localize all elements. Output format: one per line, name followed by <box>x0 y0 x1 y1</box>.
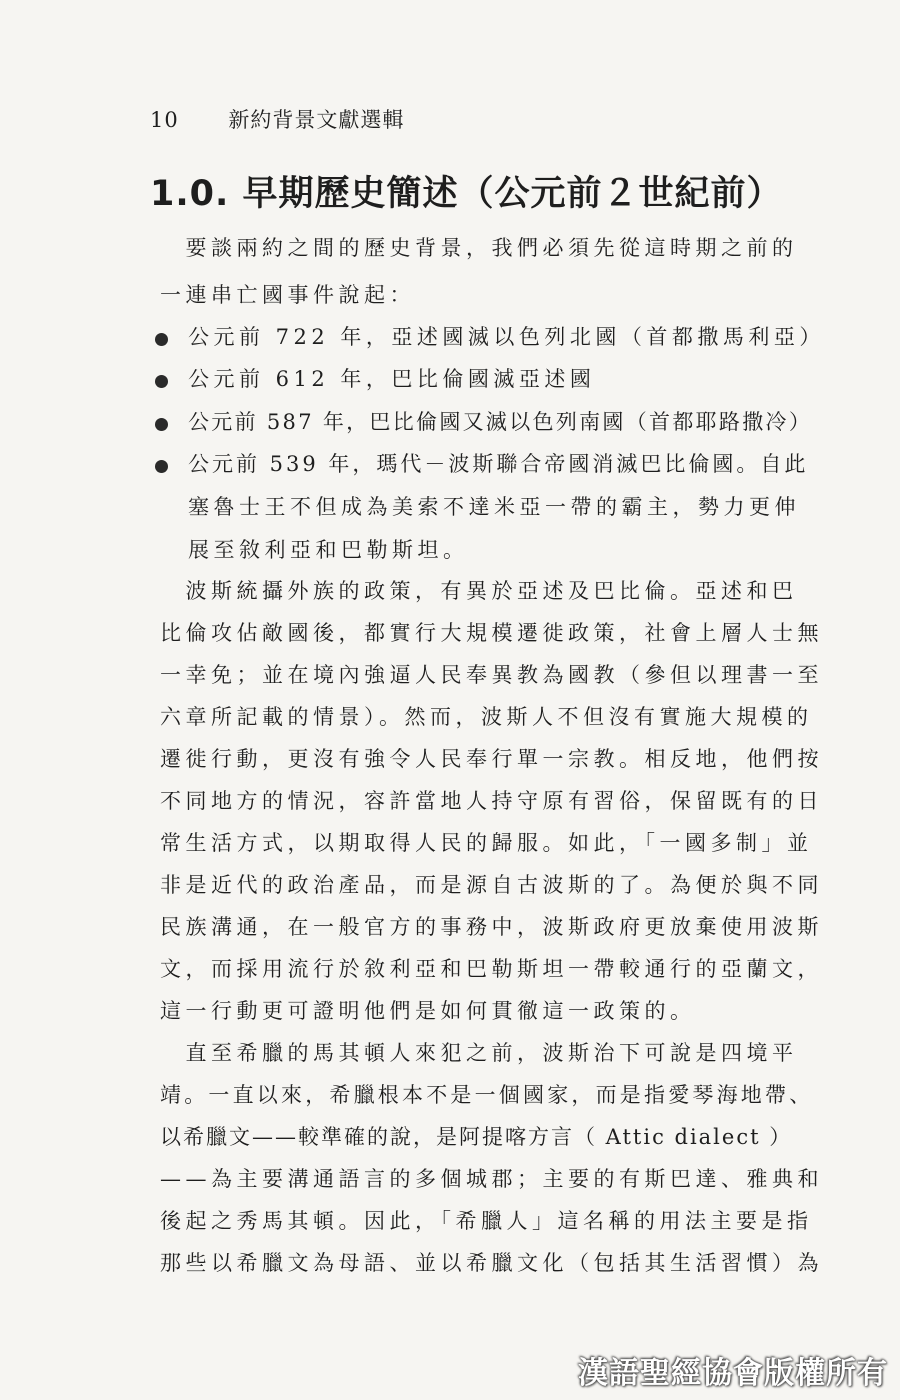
text-line: 要談兩約之間的歷史背景，我們必須先從這時期之前的 <box>160 236 798 260</box>
section-title: 1.0. 早期歷史簡述（公元前２世紀前） <box>150 174 783 214</box>
page-number: 10 <box>150 108 179 132</box>
text-line: 波斯統攝外族的政策，有異於亞述及巴比倫。亞述和巴 <box>160 579 798 603</box>
text-line: 比倫攻佔敵國後，都實行大規模遷徙政策，社會上層人士無 <box>160 621 823 645</box>
text-line: 不同地方的情況，容許當地人持守原有習俗，保留既有的日 <box>160 789 823 813</box>
copyright-watermark: 漢語聖經協會版權所有 <box>578 1356 888 1391</box>
list-item: 公元前 587 年，巴比倫國又滅以色列南國（首都耶路撒冷） <box>188 410 813 434</box>
text-line: 靖。一直以來，希臘根本不是一個國家，而是指愛琴海地帶、 <box>160 1083 814 1107</box>
text-line: 那些以希臘文為母語、並以希臘文化（包括其生活習慣）為 <box>160 1251 823 1275</box>
list-item-continuation: 塞魯士王不但成為美索不達米亞一帶的霸主，勢力更伸 <box>188 495 800 519</box>
bullet-dot <box>155 333 168 346</box>
text-line: 一連串亡國事件說起： <box>160 283 415 307</box>
text-line: 常生活方式，以期取得人民的歸服。如此，「一國多制」並 <box>160 831 813 855</box>
list-item: 公元前 722 年，亞述國滅以色列北國（首都撒馬利亞） <box>188 325 825 349</box>
text-line: ——為主要溝通語言的多個城郡；主要的有斯巴達、雅典和 <box>160 1167 823 1191</box>
bullet-dot <box>155 375 168 388</box>
list-item: 公元前 612 年，巴比倫國滅亞述國 <box>188 367 596 391</box>
bullet-dot <box>155 460 168 473</box>
text-line: 文，而採用流行於敘利亞和巴勒斯坦一帶較通行的亞蘭文， <box>160 957 823 981</box>
list-item: 公元前 539 年，瑪代－波斯聯合帝國消滅巴比倫國。自此 <box>188 452 809 476</box>
book-title: 新約背景文獻選輯 <box>228 108 405 132</box>
running-header <box>150 104 404 134</box>
text-line: 一幸免；並在境內強逼人民奉異教為國教（參但以理書一至 <box>160 663 823 687</box>
text-line: 非是近代的政治產品，而是源自古波斯的了。為便於與不同 <box>160 873 823 897</box>
list-item-continuation: 展至敘利亞和巴勒斯坦。 <box>188 538 469 562</box>
text-line: 直至希臘的馬其頓人來犯之前，波斯治下可說是四境平 <box>160 1041 798 1065</box>
text-line: 民族溝通，在一般官方的事務中，波斯政府更放棄使用波斯 <box>160 915 823 939</box>
text-line: 這一行動更可證明他們是如何貫徹這一政策的。 <box>160 999 696 1023</box>
text-line: 六章所記載的情景）。然而，波斯人不但沒有實施大規模的 <box>160 705 813 729</box>
text-line: 遷徙行動，更沒有強令人民奉行單一宗教。相反地，他們按 <box>160 747 823 771</box>
text-line: 以希臘文——較準確的說，是阿提喀方言（ Attic dialect ） <box>160 1125 793 1149</box>
text-line: 後起之秀馬其頓。因此，「希臘人」這名稱的用法主要是指 <box>160 1209 813 1233</box>
bullet-dot <box>155 418 168 431</box>
